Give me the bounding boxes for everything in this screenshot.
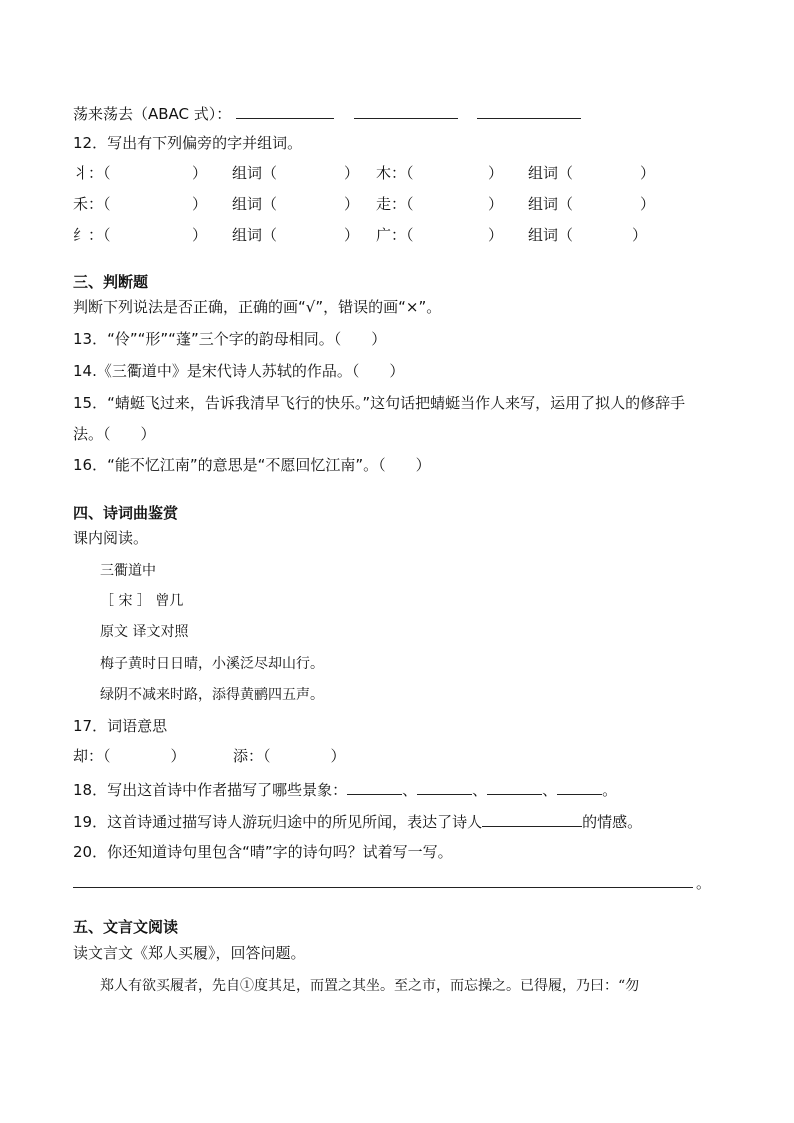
q12-row3-word1[interactable] bbox=[278, 225, 342, 243]
q12-row2-group1: 组词（ bbox=[232, 195, 278, 213]
q11-line bbox=[73, 102, 581, 124]
q12-row1-answer2[interactable] bbox=[420, 163, 484, 181]
q12-row1-radical1: 丬：（ bbox=[73, 164, 111, 182]
paren-close: ） bbox=[488, 195, 504, 213]
q12-row3-radical2: 广：（ bbox=[376, 226, 414, 244]
paren-close: ） bbox=[640, 164, 656, 182]
section5-text: 郑人有欲买履者，先自①度其足，而置之其坐。至之市，而忘操之。已得履，乃曰：“勿 bbox=[100, 978, 640, 994]
q12-row1-word2[interactable] bbox=[575, 163, 635, 181]
separator: 、 bbox=[472, 781, 488, 799]
q12-row3-radical1: 纟：（ bbox=[73, 226, 111, 244]
q18-line bbox=[73, 778, 617, 800]
q12-row1-answer1[interactable] bbox=[112, 163, 198, 181]
section5-intro: 读文言文《郑人买履》，回答问题。 bbox=[73, 944, 306, 962]
section4-heading: 四、诗词曲鉴赏 bbox=[73, 504, 179, 522]
q17-que[interactable]: 却：（ ） bbox=[73, 747, 186, 765]
paren-close: ） bbox=[488, 164, 504, 182]
q20-answer-line[interactable] bbox=[73, 887, 693, 888]
paren-close: ） bbox=[344, 226, 360, 244]
q12-prompt: 12．写出有下列偏旁的字并组词。 bbox=[73, 134, 303, 152]
q11-blank-1[interactable] bbox=[236, 102, 334, 119]
q18-blank-1[interactable] bbox=[347, 778, 402, 795]
q11-blank-2[interactable] bbox=[354, 102, 458, 119]
q12-row2-radical1: 禾：（ bbox=[73, 195, 111, 213]
q16: 16．“能不忆江南”的意思是“不愿回忆江南”。（ ） bbox=[73, 456, 431, 474]
paren-close: ） bbox=[192, 226, 208, 244]
q12-row3-word2[interactable] bbox=[575, 225, 635, 243]
poem-line-2: 绿阴不减来时路，添得黄鹂四五声。 bbox=[100, 687, 324, 703]
q18-blank-3[interactable] bbox=[487, 778, 542, 795]
q18-blank-2[interactable] bbox=[417, 778, 472, 795]
paren-close: ） bbox=[192, 164, 208, 182]
q20: 20．你还知道诗句里包含“晴”字的诗句吗？试着写一写。 bbox=[73, 843, 453, 861]
q12-row-3 bbox=[0, 225, 794, 247]
q12-row2-radical2: 走：（ bbox=[376, 195, 414, 213]
q13: 13．“伶”“形”“蓬”三个字的韵母相同。（ ） bbox=[73, 330, 387, 348]
q12-row2-word1[interactable] bbox=[278, 194, 342, 212]
section3-instruction: 判断下列说法是否正确，正确的画“√”，错误的画“×”。 bbox=[73, 298, 442, 316]
section4-intro: 课内阅读。 bbox=[73, 529, 149, 547]
section5-heading: 五、文言文阅读 bbox=[73, 918, 179, 936]
q12-row-2 bbox=[0, 194, 794, 216]
paren-close: ） bbox=[192, 195, 208, 213]
q12-row2-word2[interactable] bbox=[575, 194, 635, 212]
q18-label: 18．写出这首诗中作者描写了哪些景象： bbox=[73, 781, 348, 799]
q14: 14.《三衢道中》是宋代诗人苏轼的作品。（ ） bbox=[73, 362, 405, 380]
paren-close: ） bbox=[632, 226, 648, 244]
period: 。 bbox=[602, 781, 618, 799]
q18-blank-4[interactable] bbox=[557, 778, 602, 795]
q12-row2-group2: 组词（ bbox=[528, 195, 574, 213]
q12-row1-word1[interactable] bbox=[278, 163, 342, 181]
q12-row-1 bbox=[0, 163, 794, 185]
q12-row3-answer2[interactable] bbox=[420, 225, 484, 243]
q12-row3-group1: 组词（ bbox=[232, 226, 278, 244]
poem-line-1: 梅子黄时日日晴，小溪泛尽却山行。 bbox=[100, 656, 324, 672]
q19-label: 19．这首诗通过描写诗人游玩归途中的所见所闻，表达了诗人 bbox=[73, 813, 483, 831]
section3-heading: 三、判断题 bbox=[73, 273, 149, 291]
q12-row1-group2: 组词（ bbox=[528, 164, 574, 182]
poem-tabs[interactable]: 原文 译文对照 bbox=[100, 624, 189, 640]
q12-row2-answer2[interactable] bbox=[420, 194, 484, 212]
paren-close: ） bbox=[344, 164, 360, 182]
q15-line2: 法。（ ） bbox=[73, 425, 156, 443]
q17: 17．词语意思 bbox=[73, 717, 168, 735]
q12-row3-group2: 组词（ bbox=[528, 226, 574, 244]
paren-close: ） bbox=[344, 195, 360, 213]
q19-line bbox=[73, 810, 642, 832]
q12-row2-answer1[interactable] bbox=[112, 194, 198, 212]
q12-row1-radical2: 木：（ bbox=[376, 164, 414, 182]
poem-title: 三衢道中 bbox=[100, 563, 156, 579]
paren-close: ） bbox=[640, 195, 656, 213]
q11-blank-3[interactable] bbox=[477, 102, 581, 119]
separator: 、 bbox=[542, 781, 558, 799]
q17-tian[interactable]: 添：（ ） bbox=[233, 747, 346, 765]
q19-end: 的情感。 bbox=[582, 813, 643, 831]
q20-end: 。 bbox=[696, 874, 712, 892]
q19-blank[interactable] bbox=[482, 810, 582, 827]
paren-close: ） bbox=[488, 226, 504, 244]
q12-row3-answer1[interactable] bbox=[112, 225, 198, 243]
separator: 、 bbox=[402, 781, 418, 799]
q12-row1-group1: 组词（ bbox=[232, 164, 278, 182]
q15-line1: 15．“蜻蜓飞过来，告诉我清早飞行的快乐。”这句话把蜻蜓当作人来写，运用了拟人的修辞手 bbox=[73, 394, 686, 412]
poem-author: ［ 宋 ］ 曾几 bbox=[100, 593, 184, 609]
q11-label: 荡来荡去（ABAC 式）： bbox=[73, 105, 232, 123]
